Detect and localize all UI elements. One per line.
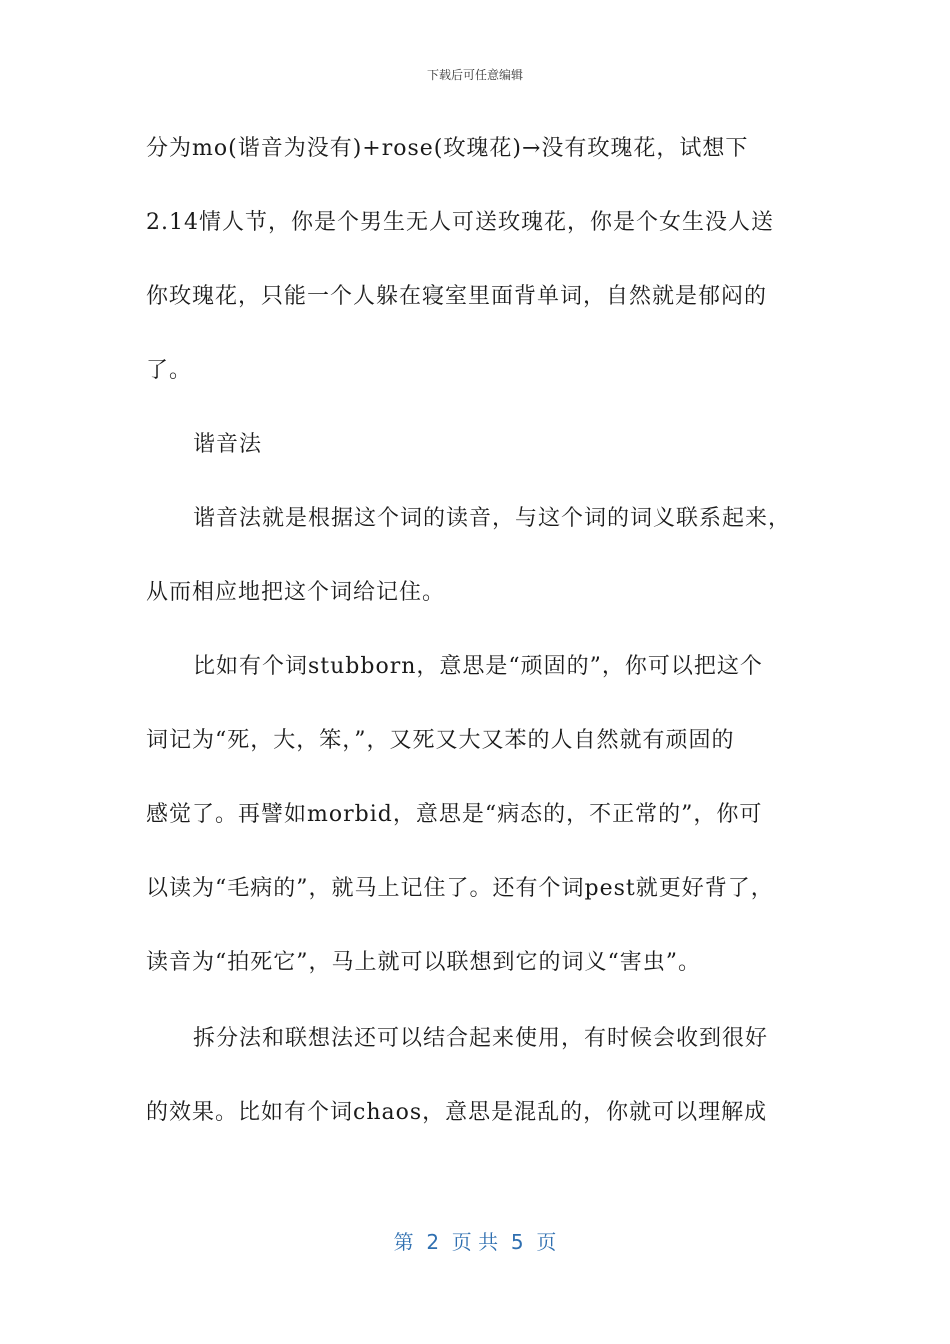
paragraph-line: 了。 xyxy=(146,358,193,383)
section-heading: 谐音法 xyxy=(193,432,263,457)
paragraph-line: 读音为“拍死它”，马上就可以联想到它的词义“害虫”。 xyxy=(146,950,701,975)
page-header: 下载后可任意编辑 xyxy=(426,68,523,82)
paragraph-line: 从而相应地把这个词给记住。 xyxy=(146,580,446,605)
paragraph-line: 比如有个词stubborn，意思是“顽固的”，你可以把这个 xyxy=(193,654,763,679)
page-number-footer: 第 2 页 共 5 页 xyxy=(393,1230,557,1254)
paragraph-line: 谐音法就是根据这个词的读音，与这个词的词义联系起来， xyxy=(193,506,792,531)
paragraph-line: 拆分法和联想法还可以结合起来使用，有时候会收到很好 xyxy=(193,1026,769,1051)
paragraph-line: 2.14情人节，你是个男生无人可送玫瑰花，你是个女生没人送 xyxy=(146,210,774,235)
paragraph-line: 的效果。比如有个词chaos，意思是混乱的，你就可以理解成 xyxy=(146,1100,768,1125)
paragraph-line: 以读为“毛病的”，就马上记住了。还有个词pest就更好背了， xyxy=(146,876,774,901)
paragraph-line: 感觉了。再譬如morbid，意思是“病态的，不正常的”，你可 xyxy=(146,802,763,827)
paragraph-line: 你玫瑰花，只能一个人躲在寝室里面背单词，自然就是郁闷的 xyxy=(146,284,768,309)
paragraph-line: 分为mo(谐音为没有)+rose(玫瑰花)→没有玫瑰花，试想下 xyxy=(146,136,749,161)
paragraph-line: 词记为“死，大，笨，”，又死又大又苯的人自然就有顽固的 xyxy=(146,728,735,753)
